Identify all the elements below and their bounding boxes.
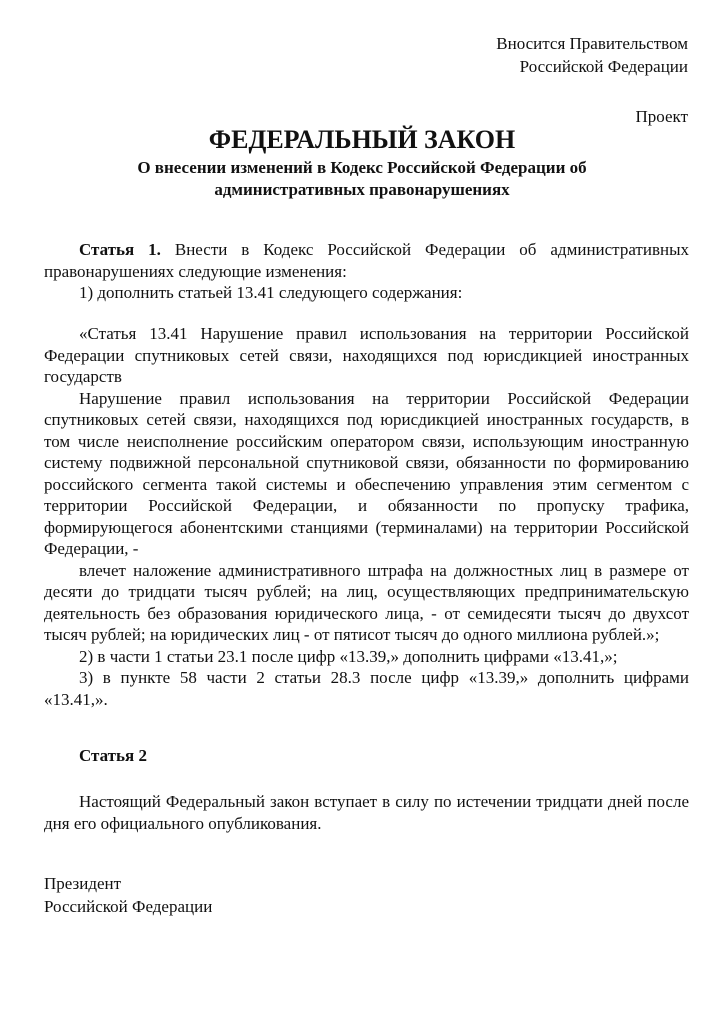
new-article-heading: «Статья 13.41 Нарушение правил использования на территории Российской Федерации спутниковых сетей связи, находящихся под юрисдикцией иностранных государств bbox=[44, 324, 689, 386]
article-1 bbox=[44, 239, 689, 304]
article-1-intro bbox=[44, 239, 689, 282]
article-1-intro-text: Внести в Кодекс Российской Федерации об административных правонарушениях следующие изменения: bbox=[44, 240, 689, 281]
submitted-by-line1: Вносится Правительством bbox=[496, 34, 688, 53]
signature-line1: Президент bbox=[44, 874, 122, 893]
submitted-by-block bbox=[496, 32, 688, 78]
draft-label: Проект bbox=[635, 107, 688, 126]
law-subtitle-line1: О внесении изменений в Кодекс Российской Федерации об bbox=[137, 158, 587, 177]
signature-block bbox=[44, 872, 212, 918]
submitted-by-line2: Российской Федерации bbox=[519, 57, 688, 76]
law-title: ФЕДЕРАЛЬНЫЙ ЗАКОН bbox=[208, 125, 516, 154]
new-article-penalty: влечет наложение административного штрафа на должностных лиц в размере от десяти до тридцати тысяч рублей; на лиц, осуществляющих предпринимательскую деятельность без образования юридического лица, - от семидесяти тысяч до двухсот тысяч рублей; на юридических лиц - от пятисот тысяч до одного миллиона рублей.»; bbox=[44, 560, 689, 644]
new-article-text bbox=[44, 323, 689, 710]
law-subtitle-line2: административных правонарушениях bbox=[214, 180, 510, 199]
signature-line2: Российской Федерации bbox=[44, 897, 213, 916]
article-2-heading: Статья 2 bbox=[79, 746, 147, 765]
article-2-heading-block bbox=[44, 745, 689, 767]
law-subtitle bbox=[60, 157, 664, 201]
new-article-body: Нарушение правил использования на территории Российской Федерации спутниковых сетей связи, находящихся под юрисдикцией иностранных государств, в том числе неисполнение российским оператором связи, использующим иностранную систему подвижной персональной спутниковой связи, обязанности по формированию российского сегмента такой системы и обеспечению управления этим сегментом с территории Российской Федерации, и обязанности по пропуску трафика, формирующегося абонентскими станциями (терминалами) на территории Российской Федерации, - bbox=[44, 388, 689, 558]
article-1-item-2: 2) в части 1 статьи 23.1 после цифр «13.39,» дополнить цифрами «13.41,»; bbox=[79, 646, 618, 666]
article-1-item-3: 3) в пункте 58 части 2 статьи 28.3 после цифр «13.39,» дополнить цифрами «13.41,». bbox=[44, 668, 689, 709]
article-1-item-1: 1) дополнить статьей 13.41 следующего содержания: bbox=[79, 283, 463, 302]
article-1-heading: Статья 1. bbox=[79, 240, 161, 259]
article-2 bbox=[44, 791, 689, 834]
article-2-text: Настоящий Федеральный закон вступает в силу по истечении тридцати дней после дня его официального опубликования. bbox=[44, 792, 689, 833]
